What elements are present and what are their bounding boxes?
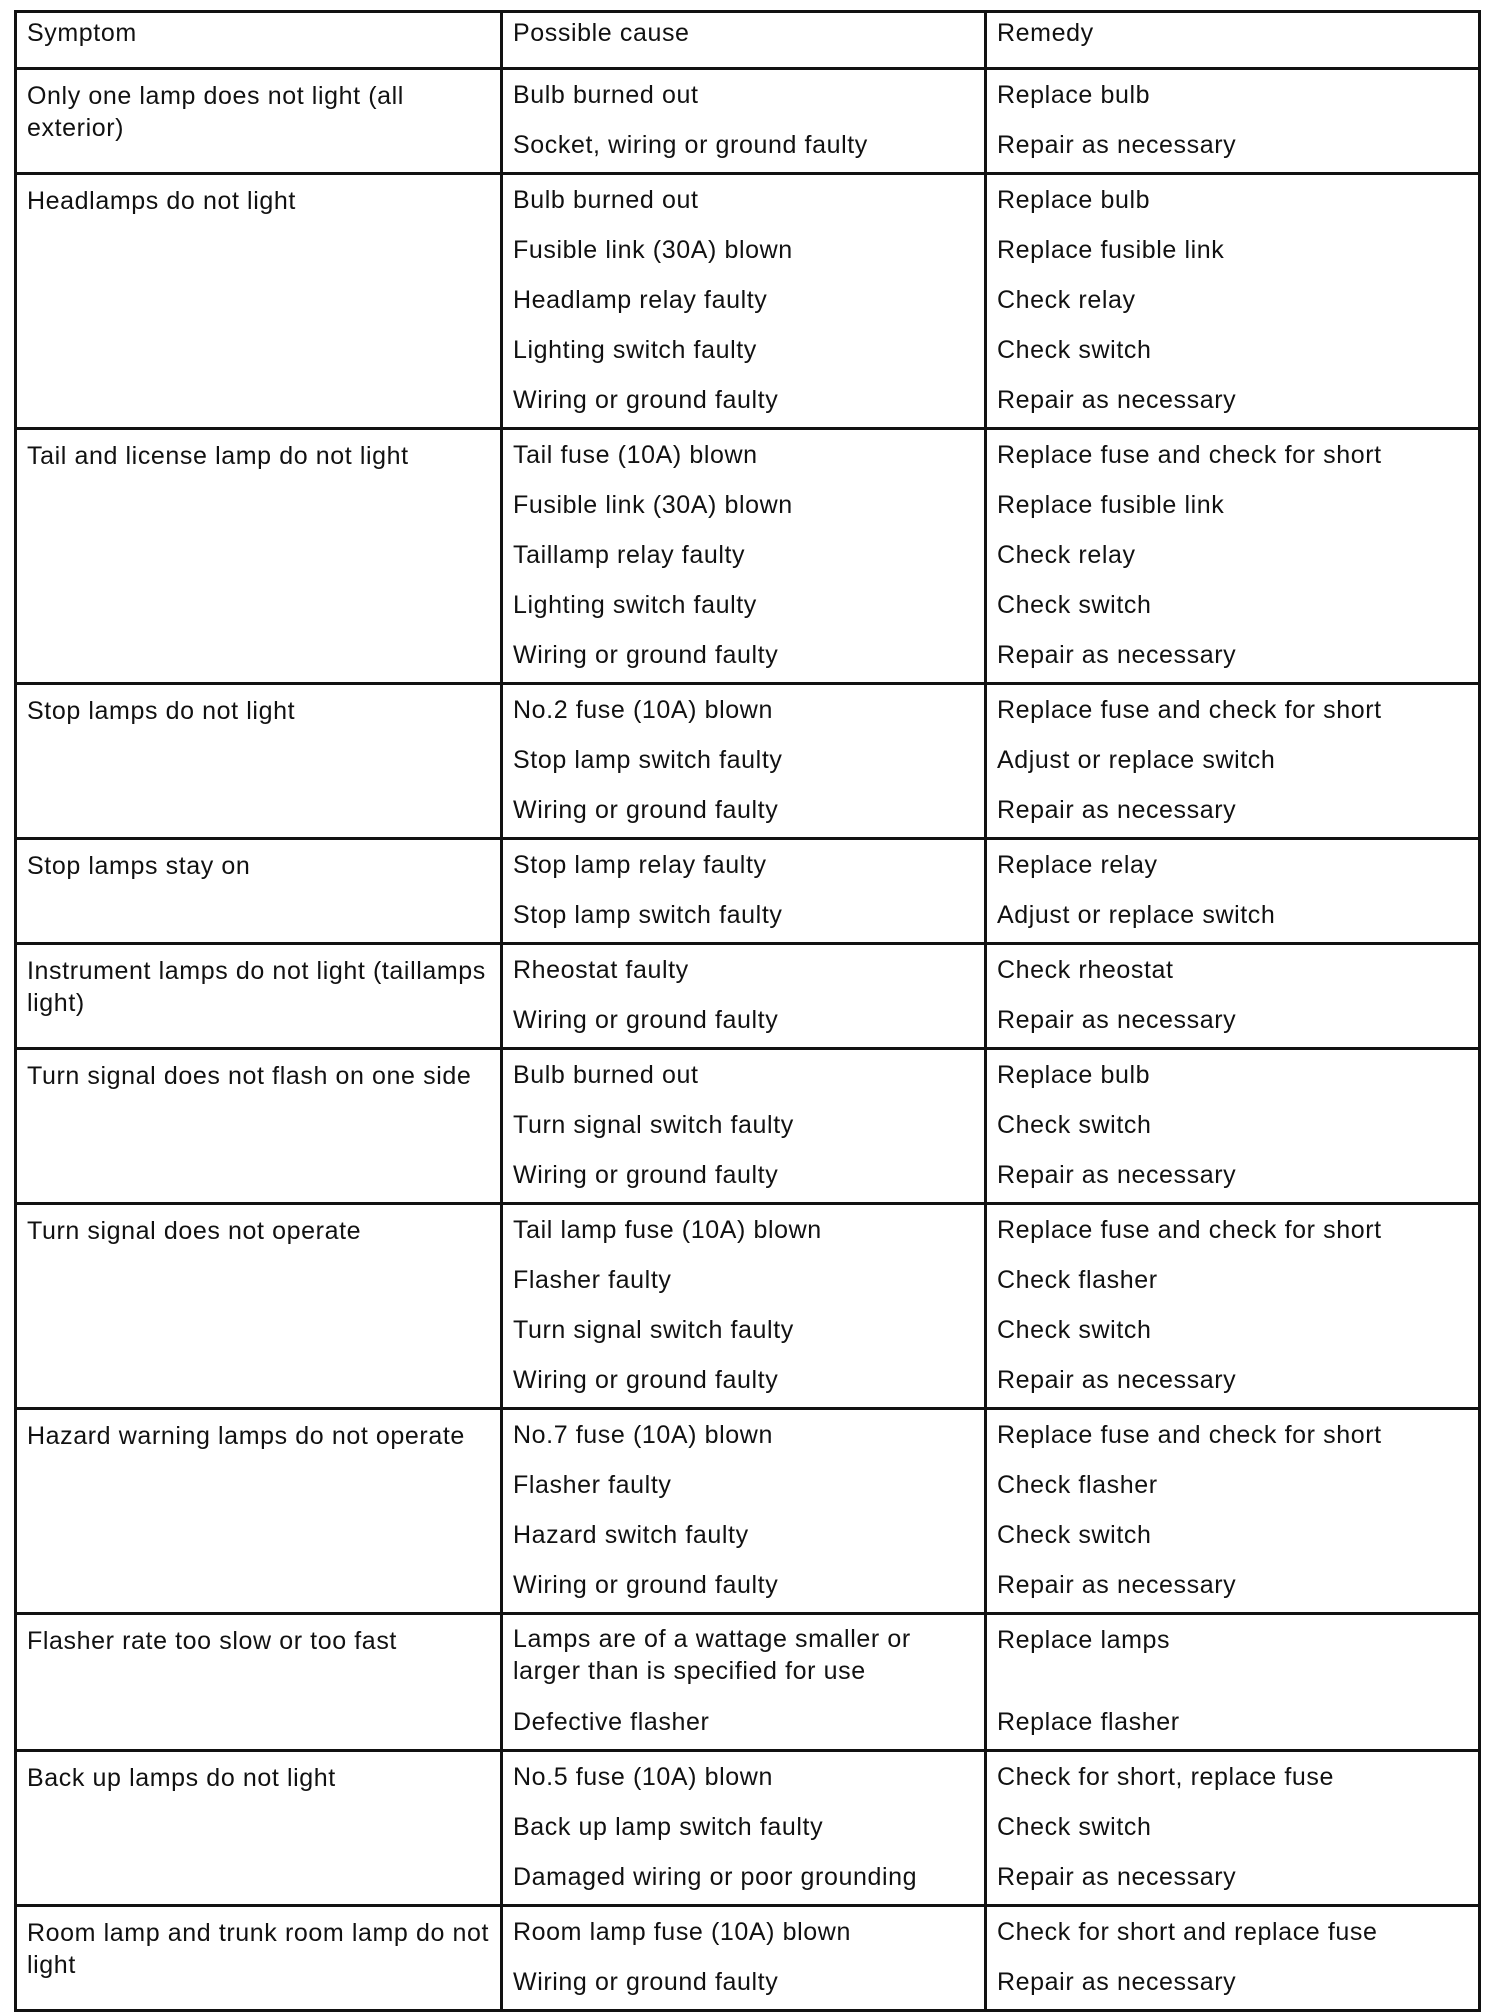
- cause-item: Rheostat faulty: [513, 956, 689, 984]
- remedy-item: Check rheostat: [997, 956, 1174, 984]
- header-symptom: Symptom: [16, 12, 502, 69]
- remedy-item: Replace relay: [997, 851, 1158, 879]
- remedy-item: Replace fusible link: [997, 491, 1225, 519]
- remedy-item: Replace bulb: [997, 186, 1151, 214]
- cause-item: Bulb burned out: [513, 1061, 699, 1089]
- cause-item: No.7 fuse (10A) blown: [513, 1421, 773, 1449]
- remedy-cell: [986, 1614, 1480, 1751]
- troubleshooting-page: [14, 10, 1478, 2012]
- remedy-item: Repair as necessary: [997, 1968, 1237, 1996]
- remedy-cell: [986, 684, 1480, 839]
- cause-item: Hazard switch faulty: [513, 1521, 749, 1549]
- remedy-item: Replace bulb: [997, 81, 1151, 109]
- cause-item: Fusible link (30A) blown: [513, 491, 793, 519]
- cause-item: Socket, wiring or ground faulty: [513, 131, 868, 159]
- remedy-item: Replace fusible link: [997, 236, 1225, 264]
- cause-cell: [502, 1409, 986, 1614]
- symptom-cell: Hazard warning lamps do not operate: [16, 1409, 502, 1614]
- cause-item: Fusible link (30A) blown: [513, 236, 793, 264]
- table-row: [16, 1751, 1480, 1906]
- table-row: [16, 69, 1480, 174]
- cause-item: Headlamp relay faulty: [513, 286, 768, 314]
- remedy-item: Check switch: [997, 1813, 1152, 1841]
- cause-item: Tail fuse (10A) blown: [513, 441, 758, 469]
- remedy-cell: [986, 174, 1480, 429]
- remedy-cell: [986, 429, 1480, 684]
- table-row: [16, 684, 1480, 839]
- cause-item: Wiring or ground faulty: [513, 1571, 779, 1599]
- cause-item: Back up lamp switch faulty: [513, 1813, 824, 1841]
- cause-item: Room lamp fuse (10A) blown: [513, 1918, 851, 1946]
- table-row: [16, 1204, 1480, 1409]
- cause-item: Bulb burned out: [513, 186, 699, 214]
- remedy-item: Check flasher: [997, 1471, 1158, 1499]
- troubleshooting-table: [14, 10, 1481, 2012]
- cause-cell: [502, 69, 986, 174]
- table-row: [16, 1409, 1480, 1614]
- remedy-cell: [986, 839, 1480, 944]
- remedy-item: Check relay: [997, 541, 1136, 569]
- cause-item: Turn signal switch faulty: [513, 1111, 794, 1139]
- cause-item: Lamps are of a wattage smaller or larger than is specified for use: [513, 1625, 911, 1685]
- remedy-item: Check flasher: [997, 1266, 1158, 1294]
- cause-cell: [502, 1751, 986, 1906]
- cause-cell: [502, 944, 986, 1049]
- remedy-item: Adjust or replace switch: [997, 901, 1276, 929]
- remedy-item: Replace flasher: [997, 1708, 1180, 1736]
- cause-item: Wiring or ground faulty: [513, 1161, 779, 1189]
- symptom-cell: Headlamps do not light: [16, 174, 502, 429]
- header-remedy: Remedy: [986, 12, 1480, 69]
- symptom-cell: Turn signal does not flash on one side: [16, 1049, 502, 1204]
- remedy-item: Replace fuse and check for short: [997, 696, 1382, 724]
- cause-item: Tail lamp fuse (10A) blown: [513, 1216, 822, 1244]
- cause-item: No.5 fuse (10A) blown: [513, 1763, 773, 1791]
- remedy-item: Check switch: [997, 1521, 1152, 1549]
- symptom-cell: Room lamp and trunk room lamp do not light: [16, 1906, 502, 2011]
- remedy-item: Check relay: [997, 286, 1136, 314]
- cause-item: Taillamp relay faulty: [513, 541, 746, 569]
- cause-item: Flasher faulty: [513, 1266, 672, 1294]
- remedy-cell: [986, 1409, 1480, 1614]
- remedy-item: Repair as necessary: [997, 1571, 1237, 1599]
- table-row: [16, 1614, 1480, 1751]
- remedy-cell: [986, 1204, 1480, 1409]
- symptom-cell: Tail and license lamp do not light: [16, 429, 502, 684]
- remedy-item: Adjust or replace switch: [997, 746, 1276, 774]
- cause-item: Wiring or ground faulty: [513, 796, 779, 824]
- cause-item: Wiring or ground faulty: [513, 641, 779, 669]
- remedy-cell: [986, 1751, 1480, 1906]
- remedy-item: Replace bulb: [997, 1061, 1151, 1089]
- remedy-item: Replace fuse and check for short: [997, 441, 1382, 469]
- remedy-item: Check switch: [997, 1111, 1152, 1139]
- symptom-cell: Stop lamps stay on: [16, 839, 502, 944]
- cause-item: Wiring or ground faulty: [513, 1968, 779, 1996]
- cause-item: Wiring or ground faulty: [513, 386, 779, 414]
- table-row: [16, 1906, 1480, 2011]
- table-row: [16, 839, 1480, 944]
- remedy-item: Replace fuse and check for short: [997, 1216, 1382, 1244]
- remedy-item: Check for short and replace fuse: [997, 1918, 1378, 1946]
- cause-cell: [502, 1049, 986, 1204]
- remedy-cell: [986, 944, 1480, 1049]
- remedy-cell: [986, 69, 1480, 174]
- cause-item: Lighting switch faulty: [513, 336, 757, 364]
- remedy-item: Check switch: [997, 591, 1152, 619]
- cause-cell: [502, 1204, 986, 1409]
- symptom-cell: Flasher rate too slow or too fast: [16, 1614, 502, 1751]
- cause-item: Stop lamp switch faulty: [513, 901, 783, 929]
- symptom-cell: Turn signal does not operate: [16, 1204, 502, 1409]
- table-row: [16, 429, 1480, 684]
- cause-cell: [502, 1906, 986, 2011]
- table-row: [16, 944, 1480, 1049]
- cause-item: Lighting switch faulty: [513, 591, 757, 619]
- cause-item: No.2 fuse (10A) blown: [513, 696, 773, 724]
- cause-item: Damaged wiring or poor grounding: [513, 1863, 918, 1891]
- cause-cell: [502, 839, 986, 944]
- remedy-item: Repair as necessary: [997, 131, 1237, 159]
- table-body: [16, 69, 1480, 2011]
- cause-item: Stop lamp switch faulty: [513, 746, 783, 774]
- symptom-cell: Only one lamp does not light (all exterior): [16, 69, 502, 174]
- remedy-item: Check switch: [997, 336, 1152, 364]
- header-row: [16, 12, 1480, 69]
- remedy-item: Repair as necessary: [997, 796, 1237, 824]
- remedy-cell: [986, 1049, 1480, 1204]
- table-row: [16, 1049, 1480, 1204]
- cause-cell: [502, 429, 986, 684]
- cause-item: Stop lamp relay faulty: [513, 851, 767, 879]
- table-row: [16, 174, 1480, 429]
- remedy-item: Repair as necessary: [997, 641, 1237, 669]
- cause-cell: [502, 684, 986, 839]
- remedy-item: Repair as necessary: [997, 1006, 1237, 1034]
- cause-item: Wiring or ground faulty: [513, 1366, 779, 1394]
- cause-cell: [502, 1614, 986, 1751]
- remedy-cell: [986, 1906, 1480, 2011]
- remedy-item: Repair as necessary: [997, 386, 1237, 414]
- cause-item: Flasher faulty: [513, 1471, 672, 1499]
- symptom-cell: Instrument lamps do not light (taillamps light): [16, 944, 502, 1049]
- cause-cell: [502, 174, 986, 429]
- cause-item: Wiring or ground faulty: [513, 1006, 779, 1034]
- remedy-item: Check switch: [997, 1316, 1152, 1344]
- remedy-item: Replace fuse and check for short: [997, 1421, 1382, 1449]
- remedy-item: Repair as necessary: [997, 1863, 1237, 1891]
- cause-item: Defective flasher: [513, 1708, 710, 1736]
- cause-item: Turn signal switch faulty: [513, 1316, 794, 1344]
- remedy-item: Check for short, replace fuse: [997, 1763, 1334, 1791]
- remedy-item: Repair as necessary: [997, 1161, 1237, 1189]
- remedy-item: Replace lamps: [997, 1626, 1171, 1654]
- symptom-cell: Back up lamps do not light: [16, 1751, 502, 1906]
- cause-item: Bulb burned out: [513, 81, 699, 109]
- header-possible-cause: Possible cause: [502, 12, 986, 69]
- remedy-item: Repair as necessary: [997, 1366, 1237, 1394]
- symptom-cell: Stop lamps do not light: [16, 684, 502, 839]
